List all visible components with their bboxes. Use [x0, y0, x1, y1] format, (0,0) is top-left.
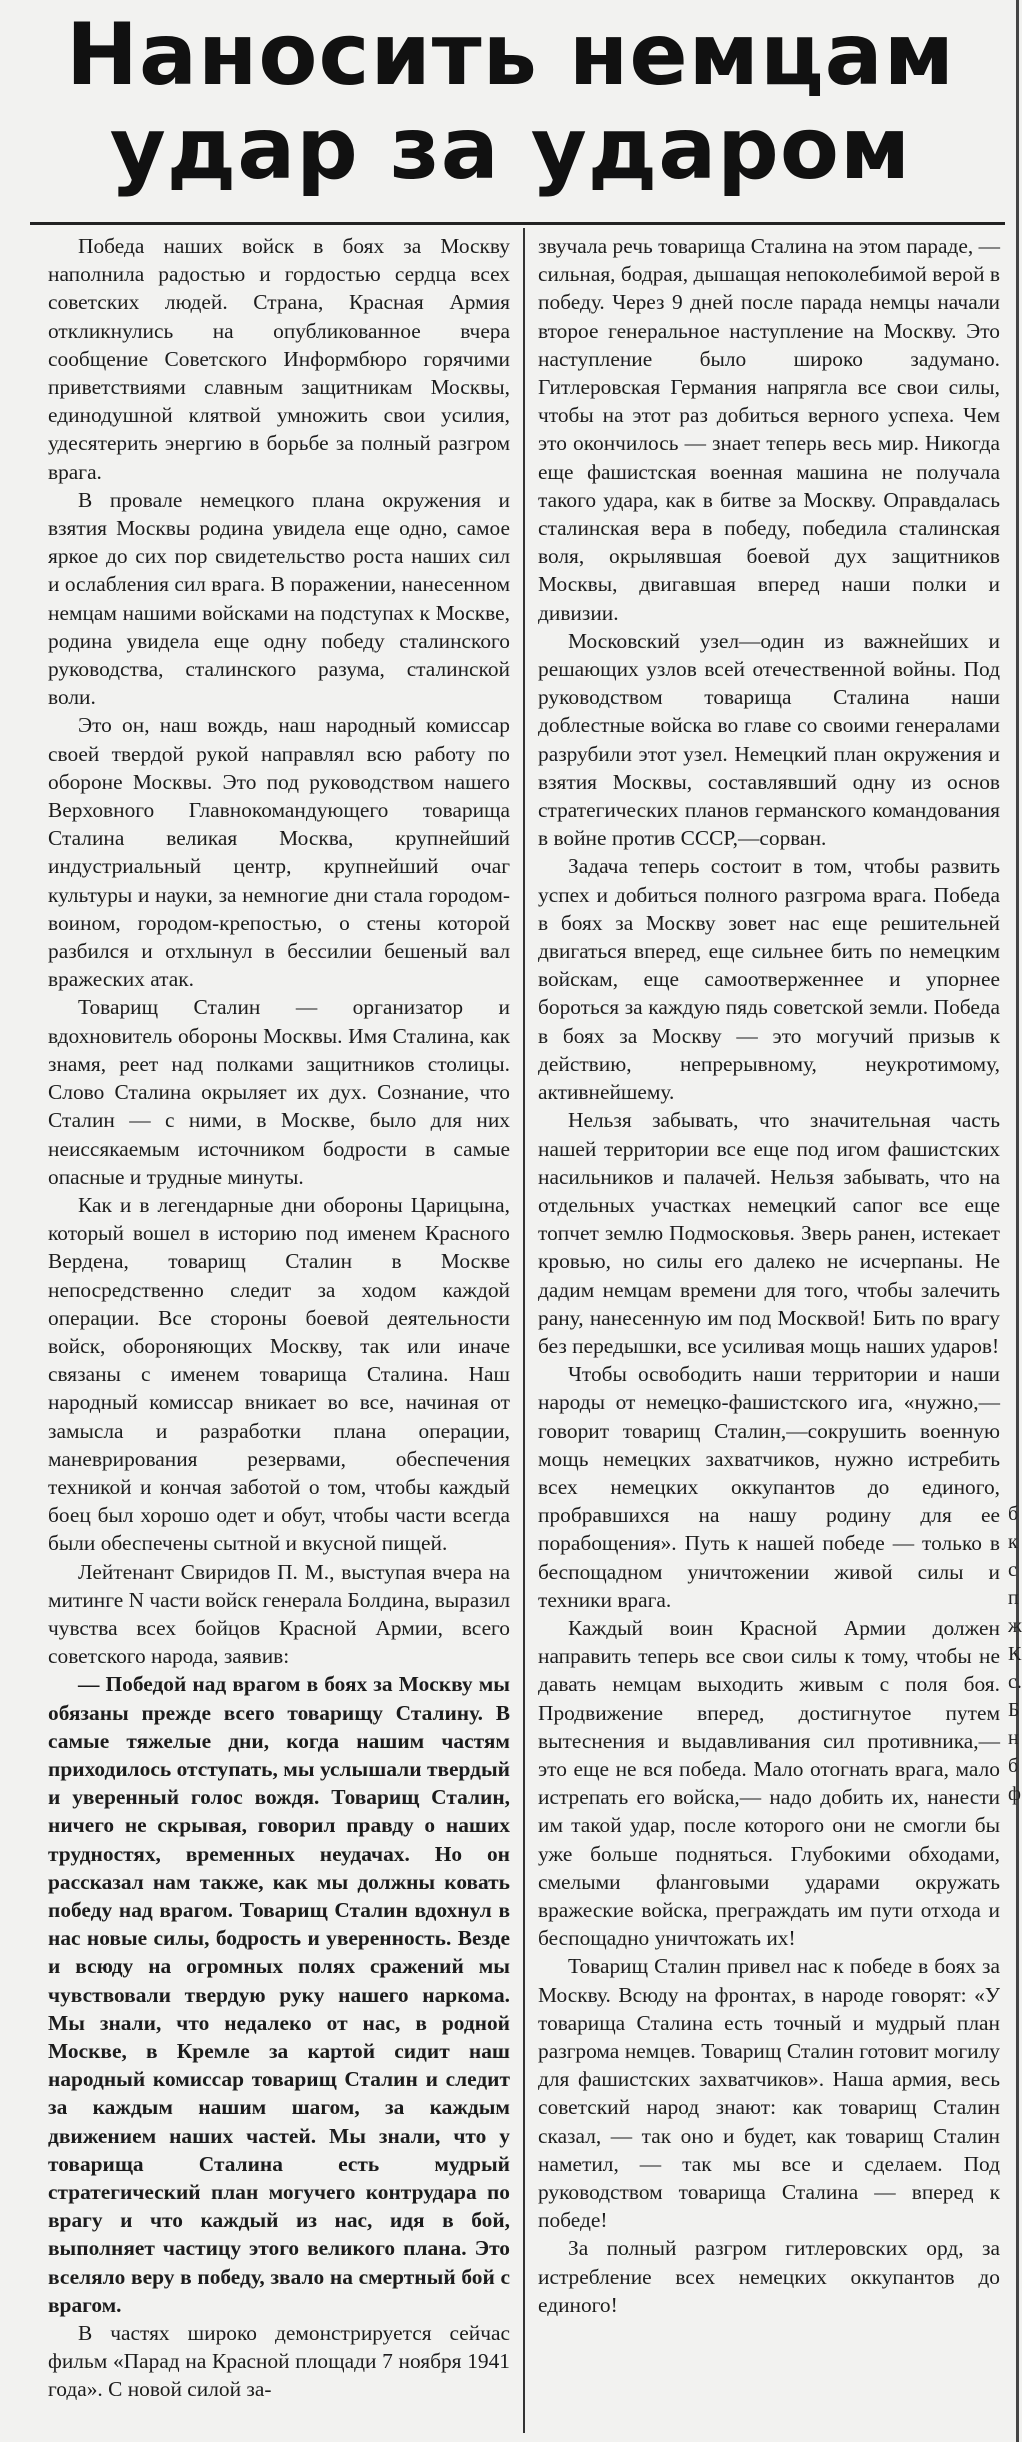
paragraph: В провале немецкого плана окружения и взятия Москвы родина увидела еще одно, самое яркое до сих пор свидетельство роста наших сил и ослабления сил врага. В поражении, нанесенном немцам нашими войсками на подступах к Москве, родина увидела еще одну победу сталинского руководства, сталинского разума, сталинской воли. — [48, 487, 510, 710]
column-divider — [523, 228, 525, 2433]
paragraph: звучала речь товарища Сталина на этом параде, — сильная, бодрая, дышащая непоколебимой верой в победу. Через 9 дней после парада немцы начали второе генеральное наступление на Москву. Это наступление было широко задумано. Гитлеровская Германия напрягла все свои силы, чтобы на этот раз добиться верного успеха. Чем это окончилось — знает теперь весь мир. Никогда еще фашистская военная машина не получала такого удара, как в битве за Москву. Оправдалась сталинская вера в победу, победила сталинская воля, окрылявшая боевой дух защитников Москвы, двигавшая вперед наши полки и дивизии. — [538, 234, 1000, 625]
paragraph: Нельзя забывать, что значительная часть нашей территории все еще под игом фашистских насильников и палачей. Нельзя забывать, что на отдельных участках немецкий сапог все еще топчет землю Подмосковья. Зверь ранен, истекает кровью, но силы его далеко не исчерпаны. Не дадим немцам времени для того, чтобы залечить рану, нанесенную им под Москвой! Бить по врагу без передышки, все усиливая мощь наших ударов! — [538, 1108, 1000, 1358]
article-column-right — [538, 232, 1000, 2319]
paragraph: Чтобы освободить наши территории и наши народы от немецко-фашистского ига, «нужно,—говорит товарищ Сталин,—сокрушить военную мощь немецких захватчиков, нужно истребить всех немецких оккупантов до единого, пробравшихся на нашу родину для ее порабощения». Путь к нашей победе — только в беспощадном уничтожении живой силы и техники врага. — [538, 1362, 1000, 1612]
headline-line-2: удар за ударом — [109, 99, 912, 199]
paragraph: За полный разгром гитлеровских орд, за истребление всех немецких оккупантов до единого! — [538, 2236, 1000, 2317]
page-edge-rule — [1016, 0, 1019, 2442]
margin-text-fragments: б к с п ж К с. Б н б ф — [1008, 1503, 1022, 1805]
quote-paragraph: — Победой над врагом в боях за Москву мы обязаны прежде всего товарищу Сталину. В самые тяжелые дни, когда нашим частям приходилось отступать, мы услышали твердый и уверенный голос вождя. Товарищ Сталин, ничего не скрывая, говорил правду о наших трудностях, временных неудачах. Но он рассказал нам также, как мы должны ковать победу над врагом. Товарищ Сталин вдохнул в нас новые силы, бодрость и уверенность. Везде и всюду на огромных полях сражений мы чувствовали твердую руку нашего наркома. Мы знали, что недалеко от нас, в родной Москве, в Кремле за картой сидит наш народный комиссар товарищ Сталин и следит за каждым нашим шагом, за каждым движением наших частей. Мы знали, что у товарища Сталина есть мудрый стратегический план могучего контрудара по врагу и что каждый из нас, идя в бой, выполняет частицу этого великого плана. Это вселяло веру в победу, звало на смертный бой с врагом. — [48, 1672, 510, 2317]
paragraph: Как и в легендарные дни обороны Царицына, который вошел в историю под именем Красного Вердена, товарищ Сталин в Москве непосредственно следит за ходом каждой операции. Все стороны боевой деятельности войск, обороняющих Москву, так или иначе связаны с именем товарища Сталина. Наш народный комиссар вникает во все, начиная от замысла и разработки плана операции, маневрирования резервами, обеспечения техникой и кончая заботой о том, чтобы каждый боец был хорошо одет и обут, чтобы части всегда были обеспечены сытной и вкусной пищей. — [48, 1192, 510, 1556]
paragraph: Лейтенант Свиридов П. М., выступая вчера на митинге N части войск генерала Болдина, выразил чувства всех бойцов Красной Армии, всего советского народа, заявив: — [48, 1559, 510, 1669]
paragraph: Каждый воин Красной Армии должен направить теперь все свои силы к тому, чтобы не давать немцам выходить живым с поля боя. Продвижение вперед, достигнутое путем вытеснения и выдавливания сил противника,— это еще не вся победа. Мало отогнать врага, мало истрепать его войска,— надо добить их, нанести им такой удар, после которого они не смогли бы уже больше подняться. Глубокими обходами, смелыми фланговыми ударами окружать вражеские войска, преграждать им пути отхода и беспощадно уничтожать их! — [538, 1615, 1000, 1951]
headline-rule — [30, 222, 1005, 225]
paragraph: Это он, наш вождь, наш народный комиссар своей твердой рукой направлял всю работу по обороне Москвы. Это под руководством нашего Верховного Главнокомандующего товарища Сталина великая Москва, крупнейший индустриальный центр, крупнейший очаг культуры и науки, за немногие дни стала городом-воином, городом-крепостью, о стены которой разбился и отхлынул в бессилии бешеный вал вражеских атак. — [48, 713, 510, 992]
headline — [18, 5, 1003, 199]
article-column-left — [48, 232, 510, 2404]
paragraph: Победа наших войск в боях за Москву наполнила радостью и гордостью сердца всех советских людей. Страна, Красная Армия откликнулись на опубликованное вчера сообщение Советского Информбюро горячими приветствиями славным защитникам Москвы, единодушной клятвой умножить свои усилия, удесятерить энергию в борьбе за полный разгром врага. — [48, 234, 510, 484]
paragraph: Московский узел—один из важнейших и решающих узлов всей отечественной войны. Под руководством товарища Сталина наши доблестные войска во главе со своими генералами разрубили этот узел. Немецкий план окружения и взятия Москвы, составлявший одну из основ стратегических планов германского командования в войне против СССР,—сорван. — [538, 628, 1000, 851]
headline-line-1: Наносить немцам — [65, 5, 956, 105]
paragraph: В частях широко демонстрируется сейчас фильм «Парад на Красной площади 7 ноября 1941 года». С новой силой за- — [48, 2321, 510, 2402]
paragraph: Товарищ Сталин привел нас к победе в боях за Москву. Всюду на фронтах, в народе говорят: «У товарища Сталина есть точный и мудрый план разгрома немцев. Товарищ Сталин готовит могилу для фашистских захватчиков». Наша армия, весь советский народ знают: как товарищ Сталин сказал, — так оно и будет, как товарищ Сталин наметил, — так мы все и сделаем. Под руководством товарища Сталина — вперед к победе! — [538, 1954, 1000, 2233]
paragraph: Товарищ Сталин — организатор и вдохновитель обороны Москвы. Имя Сталина, как знамя, реет над полками защитников столицы. Слово Сталина окрыляет их дух. Сознание, что Сталин — с ними, в Москве, было для них неиссякаемым источником бодрости в самые опасные и трудные минуты. — [48, 995, 510, 1189]
paragraph: Задача теперь состоит в том, чтобы развить успех и добиться полного разгрома врага. Победа в боях за Москву зовет нас еще решительней двигаться вперед, еще сильнее бить по немецким войскам, еще самоотверженнее и упорнее бороться за каждую пядь советской земли. Победа в боях за Москву — это могучий призыв к действию, непрерывному, неукротимому, активнейшему. — [538, 854, 1000, 1105]
